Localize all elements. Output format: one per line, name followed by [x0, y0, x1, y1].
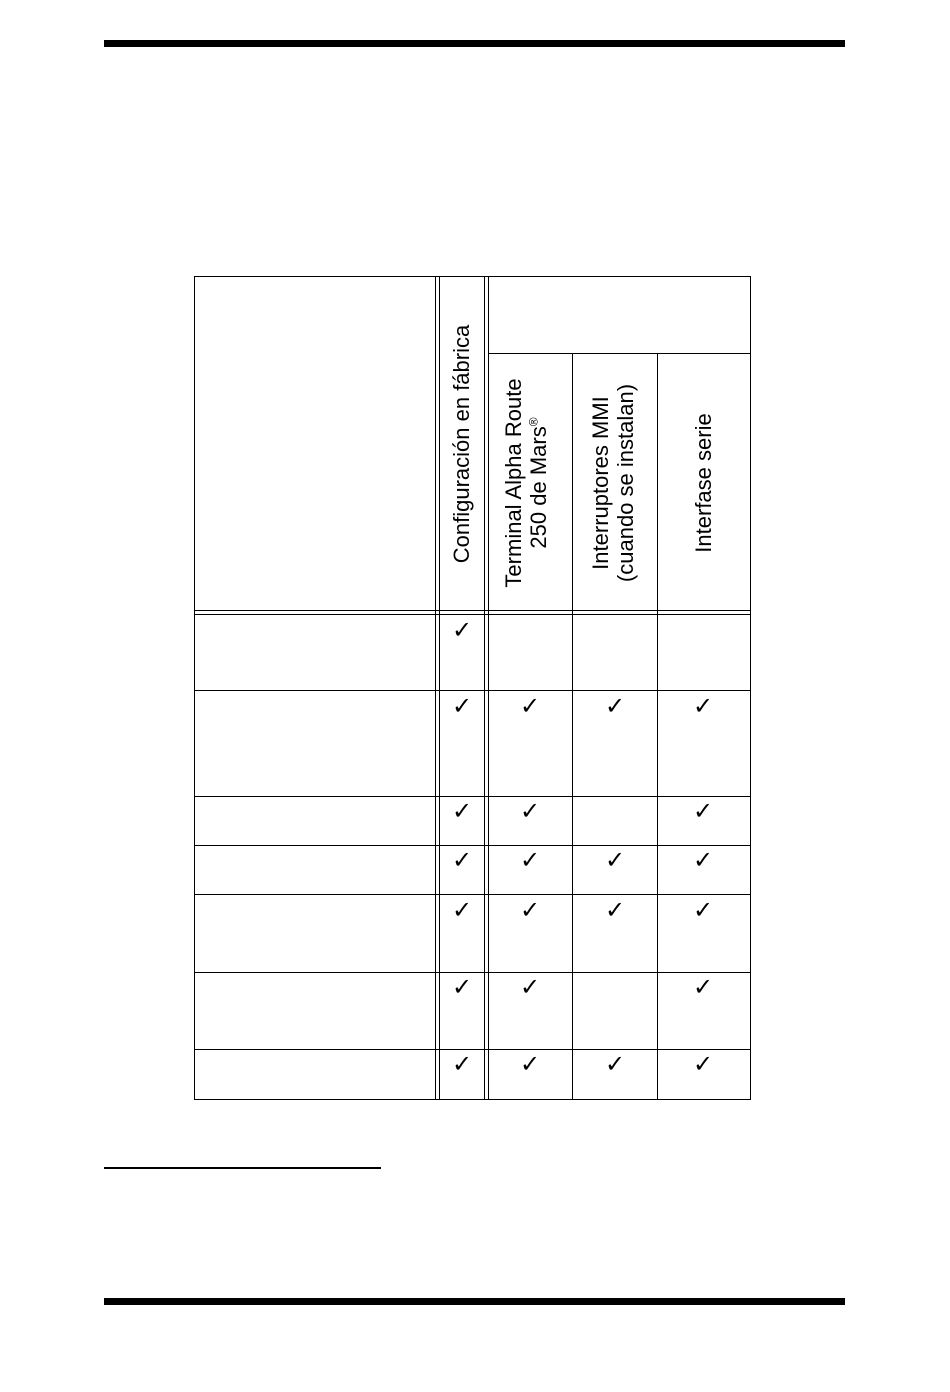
- check-mark-serial: ✓: [692, 692, 714, 720]
- double-line: [488, 276, 489, 1100]
- row-divider: [194, 972, 751, 973]
- check-mark-factory: ✓: [451, 1050, 473, 1078]
- footer-rule: [104, 1298, 845, 1305]
- check-mark-mmi: ✓: [604, 1050, 626, 1078]
- check-mark-terminal: ✓: [519, 846, 541, 874]
- check-mark-factory: ✓: [451, 896, 473, 924]
- header-factory: Configuración en fábrica: [449, 324, 474, 564]
- header-serial: Interfase serie: [691, 413, 716, 553]
- check-mark-factory: ✓: [451, 846, 473, 874]
- row-divider: [194, 796, 751, 797]
- check-mark-factory: ✓: [451, 692, 473, 720]
- double-line: [435, 276, 436, 1100]
- header-rule: [104, 40, 845, 47]
- header-bottom-line: [194, 614, 751, 615]
- check-mark-serial: ✓: [692, 1050, 714, 1078]
- column-divider: [657, 353, 658, 1100]
- row-divider: [194, 690, 751, 691]
- check-mark-terminal: ✓: [519, 797, 541, 825]
- check-mark-serial: ✓: [692, 846, 714, 874]
- check-mark-mmi: ✓: [604, 896, 626, 924]
- row-divider: [194, 1049, 751, 1050]
- check-mark-serial: ✓: [692, 896, 714, 924]
- check-mark-mmi: ✓: [604, 846, 626, 874]
- header-terminal: Terminal Alpha Route 250 de Mars®: [501, 378, 552, 588]
- check-mark-factory: ✓: [451, 616, 473, 644]
- check-mark-serial: ✓: [692, 973, 714, 1001]
- column-divider: [572, 353, 573, 1100]
- check-mark-serial: ✓: [692, 797, 714, 825]
- check-mark-terminal: ✓: [519, 692, 541, 720]
- header-mmi: Interruptores MMI (cuando se instalan): [588, 383, 639, 583]
- check-mark-factory: ✓: [451, 797, 473, 825]
- double-line: [484, 276, 485, 1100]
- check-mark-terminal: ✓: [519, 1050, 541, 1078]
- check-mark-factory: ✓: [451, 973, 473, 1001]
- header-divider: [488, 353, 751, 354]
- row-divider: [194, 894, 751, 895]
- header-bottom-line: [194, 610, 751, 611]
- check-mark-mmi: ✓: [604, 692, 626, 720]
- check-mark-terminal: ✓: [519, 896, 541, 924]
- row-divider: [194, 845, 751, 846]
- check-mark-terminal: ✓: [519, 973, 541, 1001]
- double-line: [439, 276, 440, 1100]
- footnote-separator: [104, 1167, 381, 1169]
